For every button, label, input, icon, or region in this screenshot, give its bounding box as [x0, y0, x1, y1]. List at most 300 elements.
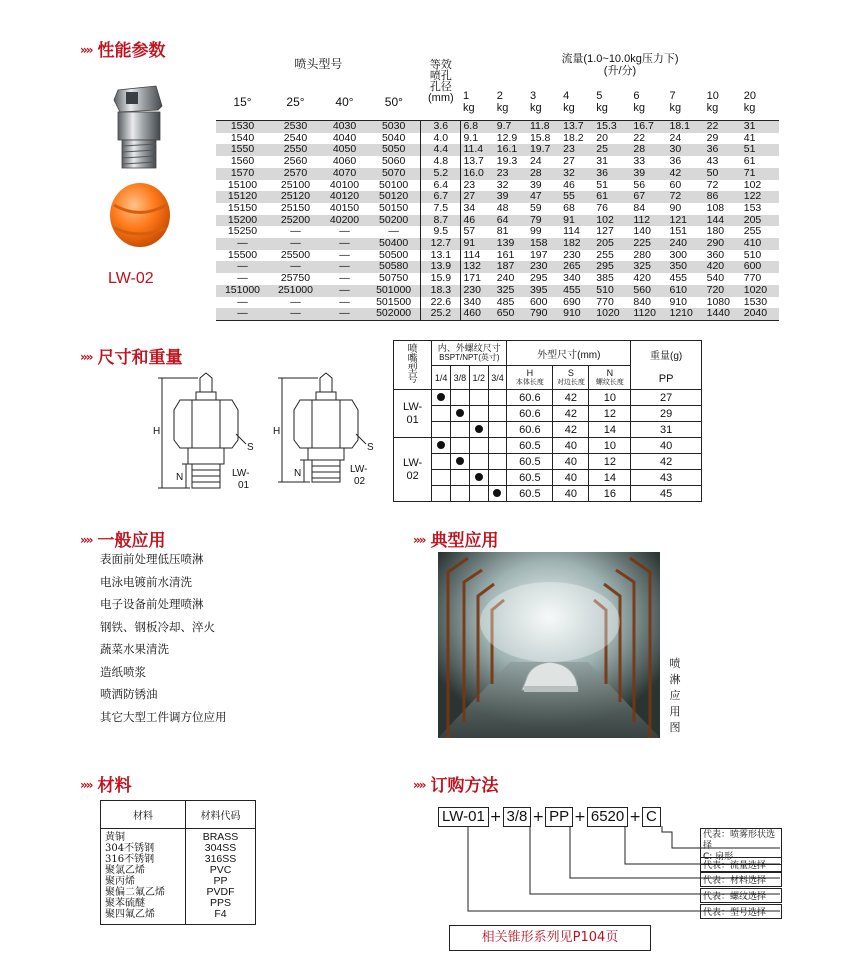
model-cell: 15150	[227, 201, 258, 214]
thread-cell	[432, 470, 451, 486]
flow-cell: 24	[669, 131, 682, 144]
model-cell: 25200	[269, 215, 322, 227]
flow-cell: 22	[705, 121, 742, 133]
bullet-icon	[437, 441, 445, 449]
orifice-cell: 25.2	[421, 308, 461, 320]
flow-cell: 790	[528, 308, 561, 320]
flow-cell: 240	[667, 238, 704, 250]
thread-cell	[451, 422, 470, 438]
flow-cell: 158	[528, 238, 561, 250]
dimension-row	[394, 454, 702, 470]
model-cell: —	[237, 295, 248, 308]
flow-cell: 6.8	[461, 121, 495, 133]
flow-cell: 23	[463, 178, 476, 191]
orifice-cell: 6.4	[421, 180, 461, 192]
flow-cell: 161	[496, 248, 515, 261]
dim-w-cell: 29	[631, 406, 702, 422]
flow-cell: 48	[496, 201, 509, 214]
flow-cell: 55	[561, 191, 594, 203]
flow-cell: 340	[463, 295, 481, 308]
material-codes	[186, 829, 256, 925]
model-cell: —	[339, 295, 350, 308]
dimension-row	[394, 390, 702, 406]
dim-s-label-2: S	[367, 442, 374, 453]
model-cell: 25150	[280, 201, 311, 214]
model-cell: 1560	[230, 155, 255, 168]
bullet-icon	[493, 489, 501, 497]
flow-cell: 153	[743, 201, 762, 214]
table-row	[216, 203, 779, 215]
flow-cell: 11.4	[461, 144, 495, 156]
thread-cell	[451, 390, 470, 406]
flow-cell: 910	[669, 295, 688, 308]
model-cell: 15100	[227, 178, 258, 191]
material-name: 聚氯乙烯	[105, 865, 145, 876]
angle-15: 15°	[233, 95, 252, 110]
flow-cell: 72	[667, 191, 704, 203]
thread-1-4: 1/4	[432, 366, 451, 390]
pressure-4kg: 4 kg	[563, 89, 575, 114]
material-names	[101, 829, 186, 925]
dim-s-cell: 40	[553, 438, 589, 454]
model-cell: 5040	[381, 131, 406, 144]
orifice-cell: 13.9	[421, 261, 461, 273]
flow-cell: 600	[529, 295, 548, 308]
thread-cell	[451, 486, 470, 502]
thread-cell	[488, 454, 507, 470]
list-item: 其它大型工件调方位应用	[100, 709, 227, 724]
flow-cell: 600	[742, 261, 779, 273]
nozzle-product-image	[100, 80, 180, 260]
lw02-label-a: LW-	[350, 464, 368, 475]
flow-cell: 1530	[743, 295, 768, 308]
model-cell: 5070	[367, 168, 421, 180]
model-cell: 25500	[280, 248, 311, 261]
pressure-2kg: 2 kg	[496, 89, 509, 114]
flow-cell: 42	[667, 168, 704, 180]
dimension-row	[394, 470, 702, 486]
thread-cell	[469, 390, 488, 406]
flow-cell: 46	[563, 178, 575, 191]
model-cell: 4030	[322, 121, 367, 133]
header-thread: 内、外螺纹尺寸 BSPT/NPT(英寸)	[432, 341, 507, 366]
model-cell: 50580	[367, 261, 421, 273]
model-cell: 15200	[216, 215, 269, 227]
thread-cell	[469, 438, 488, 454]
spray-tunnel-photo	[438, 552, 660, 738]
flow-cell: 90	[669, 201, 682, 214]
flow-cell: 56	[633, 178, 646, 191]
header-flow: 流量(1.0~10.0kg压力下) (升/分)	[561, 53, 679, 77]
pressure-1kg: 1 kg	[462, 89, 475, 114]
model-cell: 1550	[216, 144, 269, 156]
flow-cell: 325	[495, 285, 528, 297]
model-cell: 2570	[269, 168, 322, 180]
pressure-7kg: 7 kg	[669, 89, 682, 114]
flow-cell: 2040	[742, 308, 779, 320]
model-lw-02: LW- 02	[394, 438, 432, 502]
flow-cell: 770	[743, 272, 762, 285]
nozzle-dimension-drawing	[150, 370, 380, 500]
model-cell: —	[322, 308, 367, 320]
section-title-typical-use: »» 典型应用	[413, 531, 499, 551]
material-code: 304SS	[204, 842, 237, 854]
flow-cell: 31	[596, 155, 608, 168]
flow-cell: 182	[561, 238, 594, 250]
flow-cell: 114	[463, 248, 481, 261]
flow-cell: 360	[706, 248, 725, 261]
flow-cell: 230	[461, 285, 495, 297]
thread-cell	[432, 406, 451, 422]
model-cell: 151000	[216, 285, 269, 297]
flow-cell: 36	[594, 168, 631, 180]
thread-cell	[488, 406, 507, 422]
table-row	[216, 308, 779, 320]
model-cell: 502000	[367, 308, 421, 320]
flow-cell: 28	[528, 168, 561, 180]
dim-h-cell: 60.6	[507, 390, 553, 406]
model-cell: —	[339, 248, 350, 261]
orifice-cell: 13.1	[421, 250, 461, 262]
flow-cell: 1020	[742, 285, 779, 297]
plus-sign: +	[574, 809, 586, 825]
dim-h-cell: 60.5	[507, 486, 553, 502]
thread-cell	[469, 454, 488, 470]
model-cell: 50400	[367, 238, 421, 250]
model-cell: 2560	[283, 155, 308, 168]
dim-h-label: H	[153, 426, 161, 437]
dim-n-cell: 12	[589, 454, 631, 470]
thread-cell	[432, 438, 451, 454]
dim-h-label-2: H	[273, 426, 281, 437]
flow-cell: 410	[742, 238, 779, 250]
flow-cell: 23	[561, 144, 594, 156]
dim-w-cell: 43	[631, 470, 702, 486]
order-part-material: PP	[545, 807, 573, 827]
flow-cell: 510	[594, 285, 631, 297]
flow-cell: 280	[633, 248, 651, 261]
model-cell: 1540	[230, 131, 255, 144]
materials-table	[100, 800, 256, 925]
model-cell: 1570	[216, 168, 269, 180]
model-cell: 4060	[332, 155, 357, 168]
material-name: 聚丙烯	[105, 876, 135, 887]
model-cell: —	[290, 225, 301, 238]
dim-h-cell: 60.5	[507, 470, 553, 486]
flow-cell: 51	[742, 144, 779, 156]
flow-cell: 265	[561, 261, 594, 273]
flow-cell: 61	[743, 155, 756, 168]
orifice-cell: 4.0	[421, 133, 461, 145]
material-code: PP	[213, 875, 228, 887]
lw02-label-b: 02	[354, 476, 366, 487]
flow-cell: 46	[461, 215, 495, 227]
label-spray-pattern: 代表：喷雾形状选择 C: 扇形	[700, 828, 782, 865]
flow-cell: 47	[528, 191, 561, 203]
flow-cell: 139	[495, 238, 528, 250]
model-cell: —	[216, 238, 269, 250]
flow-cell: 18.2	[563, 131, 584, 144]
dim-n-cell: 10	[589, 438, 631, 454]
dim-n-cell: 14	[589, 470, 631, 486]
flow-cell: 102	[594, 215, 631, 227]
flow-cell: 19.7	[528, 144, 561, 156]
dim-w-cell: 45	[631, 486, 702, 502]
header-model: 喷头型号	[294, 57, 343, 72]
flow-cell: 295	[529, 272, 548, 285]
flow-cell: 455	[669, 272, 688, 285]
material-name: 304不锈钢	[105, 843, 155, 854]
dim-s-cell: 42	[553, 406, 589, 422]
flow-cell: 295	[594, 261, 631, 273]
flow-cell: 27	[461, 191, 495, 203]
flow-cell: 840	[633, 295, 651, 308]
flow-cell: 43	[706, 155, 719, 168]
flow-cell: 60	[669, 178, 682, 191]
orifice-cell: 4.8	[421, 156, 461, 168]
lw01-label-b: 01	[238, 480, 250, 491]
related-series-note: 相关锥形系列见P104页	[449, 925, 651, 951]
flow-cell: 910	[561, 308, 594, 320]
order-part-thread: 3/8	[503, 807, 532, 827]
flow-cell: 22	[633, 131, 646, 144]
dim-w-cell: 27	[631, 390, 702, 406]
flow-cell: 255	[596, 248, 614, 261]
model-cell: 40200	[322, 215, 367, 227]
flow-cell: 81	[496, 225, 509, 238]
flow-cell: 61	[594, 191, 631, 203]
thread-1-2: 1/2	[469, 366, 488, 390]
flow-cell: 225	[631, 238, 667, 250]
thread-cell	[451, 438, 470, 454]
dim-h-cell: 60.5	[507, 438, 553, 454]
model-cell: 50120	[367, 191, 421, 203]
flow-cell: 205	[742, 215, 779, 227]
flow-cell: 420	[633, 272, 651, 285]
bullet-icon	[456, 457, 464, 465]
thread-cell	[432, 486, 451, 502]
flow-cell: 15.8	[529, 131, 551, 144]
flow-cell: 240	[496, 272, 515, 285]
flow-cell: 127	[596, 225, 614, 238]
thread-cell	[488, 470, 507, 486]
model-cell: 2550	[269, 144, 322, 156]
flow-cell: 187	[495, 261, 528, 273]
model-cell: 25750	[280, 272, 311, 285]
model-cell: 50100	[379, 178, 409, 191]
orifice-cell: 5.2	[421, 168, 461, 180]
model-cell: —	[322, 261, 367, 273]
table-row	[216, 285, 779, 297]
col-s: S 对边长度	[553, 366, 589, 390]
dim-w-cell: 31	[631, 422, 702, 438]
flow-cell: 350	[667, 261, 704, 273]
flow-cell: 114	[563, 225, 580, 238]
thread-3-4: 3/4	[488, 366, 507, 390]
model-cell: 15120	[216, 191, 269, 203]
orifice-cell: 4.4	[421, 144, 461, 156]
orifice-cell: 8.7	[421, 215, 461, 227]
dim-s-cell: 40	[553, 470, 589, 486]
pressure-5kg: 5 kg	[596, 89, 608, 114]
flow-cell: 13.7	[463, 155, 484, 168]
model-cell: —	[216, 261, 269, 273]
flow-cell: 72	[706, 178, 719, 191]
thread-cell	[432, 390, 451, 406]
flow-cell: 16.1	[495, 144, 528, 156]
flow-cell: 230	[563, 248, 581, 261]
orifice-cell: 12.7	[421, 238, 461, 250]
flow-cell: 86	[705, 191, 742, 203]
flow-cell: 140	[633, 225, 651, 238]
bullet-icon	[475, 425, 483, 433]
flow-cell: 27	[563, 155, 575, 168]
dim-s-cell: 40	[553, 454, 589, 470]
model-cell: 501500	[376, 295, 412, 308]
dim-n-cell: 10	[589, 390, 631, 406]
bullet-icon	[475, 473, 483, 481]
material-code: BRASS	[202, 831, 239, 843]
flow-cell: 485	[496, 295, 515, 308]
flow-cell: 50	[705, 168, 742, 180]
flow-cell: 112	[631, 215, 667, 227]
flow-cell: 71	[742, 168, 779, 180]
flow-cell: 31	[742, 121, 779, 133]
general-application-list	[100, 548, 227, 728]
label-thread: 代表：螺纹选择	[700, 888, 782, 903]
orifice-cell: 18.3	[421, 285, 461, 297]
material-name: 聚苯硫醚	[105, 898, 145, 909]
dimension-row	[394, 422, 702, 438]
flow-cell: 1440	[705, 308, 742, 320]
orifice-cell: 7.5	[421, 203, 461, 215]
flow-cell: 1080	[706, 295, 730, 308]
dimension-row	[394, 438, 702, 454]
flow-cell: 690	[563, 295, 581, 308]
orifice-cell: 6.7	[421, 191, 461, 203]
flow-cell: 39	[631, 168, 667, 180]
material-name: 聚偏二氟乙烯	[105, 887, 165, 898]
list-item: 表面前处理低压喷淋	[100, 552, 204, 566]
material-code: PVDF	[206, 886, 235, 898]
flow-cell: 122	[742, 191, 779, 203]
flow-cell: 25	[594, 144, 631, 156]
flow-cell: 102	[743, 178, 762, 191]
flow-cell: 385	[596, 272, 614, 285]
flow-cell: 99	[529, 225, 542, 238]
flow-cell: 28	[631, 144, 667, 156]
header-weight: 重量(g) PP	[631, 341, 702, 390]
flow-cell: 84	[633, 201, 646, 214]
flow-cell: 32	[496, 178, 509, 191]
model-cell: —	[269, 261, 322, 273]
lw01-label-a: LW-	[232, 468, 250, 479]
model-cell: 5060	[381, 155, 406, 168]
plus-sign: +	[489, 809, 502, 825]
model-cell: 25120	[269, 191, 322, 203]
dim-h-cell: 60.5	[507, 454, 553, 470]
flow-cell: 19.3	[496, 155, 518, 168]
model-cell: 251000	[269, 285, 322, 297]
thread-cell	[451, 406, 470, 422]
flow-cell: 18.1	[667, 121, 704, 133]
flow-cell: 23	[495, 168, 528, 180]
material-name: 316不锈钢	[105, 854, 155, 865]
model-cell: 4070	[322, 168, 367, 180]
list-item: 造纸喷浆	[100, 664, 146, 679]
bullet-icon	[437, 393, 445, 401]
flow-cell: 76	[596, 201, 608, 214]
flow-cell: 290	[705, 238, 742, 250]
flow-cell: 9.1	[463, 131, 479, 144]
flow-cell: 610	[667, 285, 704, 297]
section-title-general-use: »» 一般应用	[80, 531, 166, 551]
typical-caption: 喷 淋 应 用 图	[669, 657, 681, 734]
flow-cell: 13.7	[561, 121, 594, 133]
dim-h-cell: 60.6	[507, 406, 553, 422]
thread-cell	[432, 454, 451, 470]
header-material-code: 材料代码	[200, 811, 241, 822]
list-item: 钢铁、钢板冷却、淬火	[100, 619, 215, 634]
thread-3-8: 3/8	[451, 366, 470, 390]
model-cell: 50200	[367, 215, 421, 227]
thread-cell	[488, 438, 507, 454]
orifice-cell: 3.6	[421, 121, 461, 133]
order-part-pattern: C	[642, 807, 661, 827]
dim-s-cell: 42	[553, 390, 589, 406]
section-title-ordering: »» 订购方法	[413, 776, 499, 796]
thread-cell	[488, 422, 507, 438]
col-h: H 本体长度	[507, 366, 553, 390]
flow-cell: 39	[529, 178, 542, 191]
label-model: 代表：型号选择	[700, 904, 782, 919]
flow-cell: 230	[528, 261, 561, 273]
dim-n-cell: 16	[589, 486, 631, 502]
flow-cell: 144	[705, 215, 742, 227]
thread-cell	[469, 470, 488, 486]
dim-s-cell: 42	[553, 422, 589, 438]
dim-n-cell: 12	[589, 406, 631, 422]
flow-cell: 300	[669, 248, 688, 261]
order-part-model: LW-01	[438, 807, 489, 827]
flow-cell: 16.0	[461, 168, 495, 180]
model-cell: —	[322, 285, 367, 297]
model-cell: —	[216, 308, 269, 320]
flow-cell: 171	[463, 272, 481, 285]
list-item: 电泳电镀前水清洗	[100, 574, 192, 589]
flow-cell: 720	[705, 285, 742, 297]
dim-h-cell: 60.6	[507, 422, 553, 438]
model-cell: 40120	[322, 191, 367, 203]
flow-cell: 36	[705, 144, 742, 156]
orifice-cell: 15.9	[421, 273, 461, 285]
material-code: PPS	[209, 897, 231, 909]
pressure-6kg: 6 kg	[633, 89, 646, 114]
ordering-code	[438, 806, 661, 827]
flow-cell: 91	[561, 215, 594, 227]
model-lw-01: LW- 01	[394, 390, 432, 438]
flow-cell: 132	[461, 261, 495, 273]
model-cell: 50500	[379, 248, 409, 261]
flow-cell: 340	[563, 272, 581, 285]
orifice-cell: 9.5	[421, 226, 461, 238]
bullet-icon	[456, 409, 464, 417]
dim-n-label: N	[176, 472, 184, 483]
section-title-performance: »» 性能参数	[80, 41, 166, 61]
thread-cell	[432, 422, 451, 438]
dim-w-cell: 42	[631, 454, 702, 470]
flow-cell: 650	[495, 308, 528, 320]
